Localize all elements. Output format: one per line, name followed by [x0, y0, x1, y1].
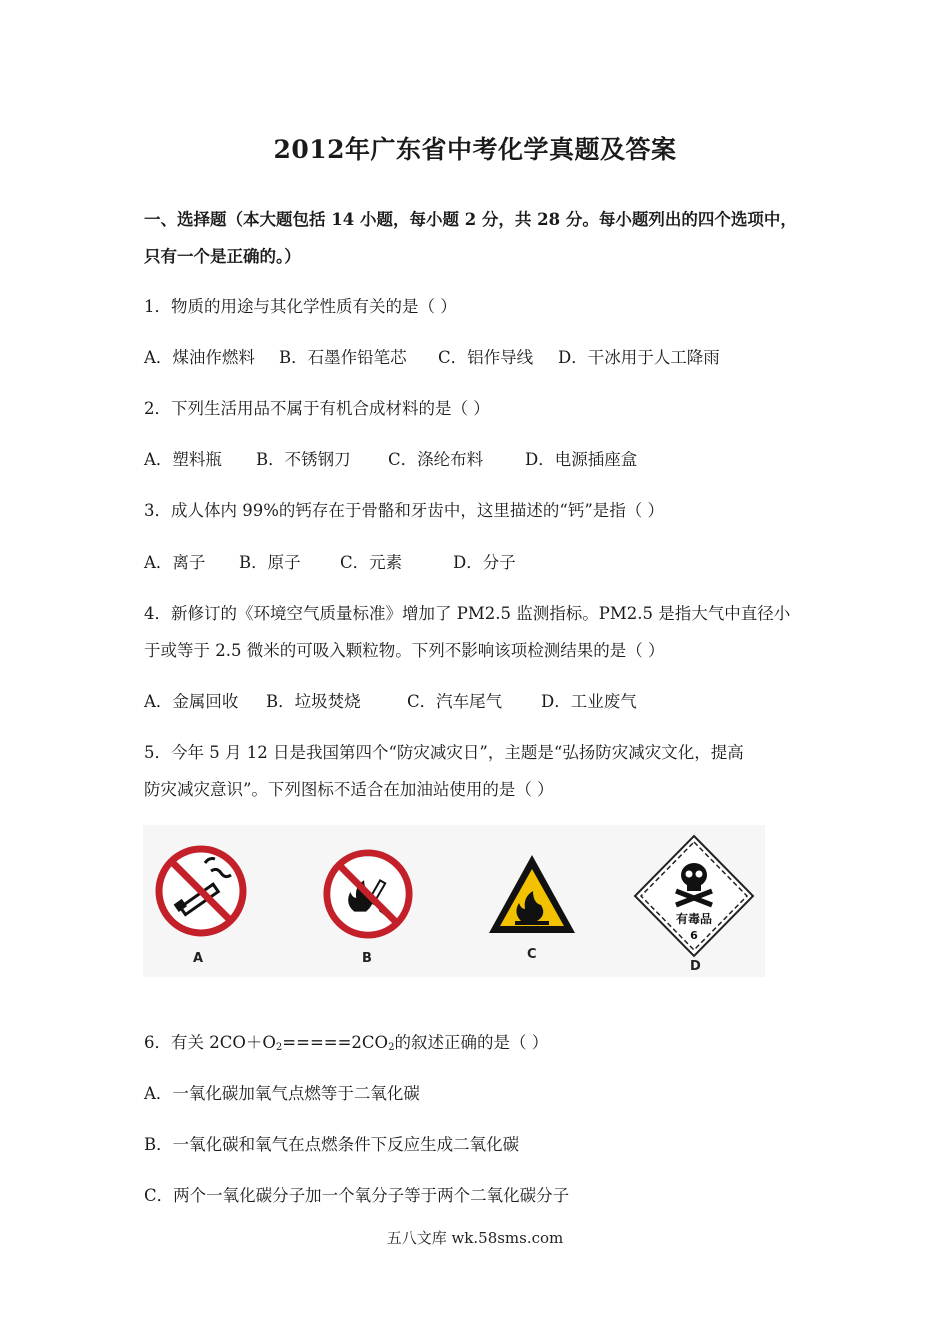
q2-option-c: C．涤纶布料	[388, 450, 484, 469]
q6-subscript-1: 2	[275, 1042, 283, 1053]
section-heading-line-2: 只有一个是正确的。）	[144, 247, 301, 266]
flammable-warning-icon	[485, 851, 579, 937]
q3-option-c: C．元素	[340, 553, 403, 572]
toxic-label-text: 有毒品	[675, 912, 713, 926]
question-5-stem-line-1: 5．今年 5 月 12 日是我国第四个“防灾减灾日”，主题是“弘扬防灾减灾文化，提高	[144, 743, 744, 762]
q6-option-c: C．两个一氧化碳分子加一个氧分子等于两个二氧化碳分子	[144, 1186, 570, 1205]
question-5-stem-line-2: 防灾减灾意识”。下列图标不适合在加油站使用的是（ ）	[144, 780, 554, 799]
question-2-stem: 2．下列生活用品不属于有机合成材料的是（ ）	[144, 399, 490, 418]
q6-subscript-2: 2	[388, 1042, 395, 1053]
question-1-options	[144, 344, 720, 368]
page-footer: 五八文库 wk.58sms.com	[386, 1229, 564, 1247]
question-1-stem: 1．物质的用途与其化学性质有关的是（ ）	[144, 297, 457, 316]
q4-option-a: A．金属回收	[144, 692, 239, 711]
q6-stem-equation: =====2CO	[282, 1033, 389, 1052]
sign-label-c: C	[527, 947, 537, 962]
toxic-diamond-icon	[632, 833, 756, 959]
question-3-options	[144, 549, 516, 573]
section-heading-line-1: 一、选择题（本大题包括 14 小题，每小题 2 分，共 28 分。每小题列出的四个选项中，	[144, 210, 797, 229]
page-title: 2012年广东省中考化学真题及答案	[273, 135, 677, 164]
q2-option-d: D．电源插座盒	[525, 450, 638, 469]
sign-label-a: A	[193, 951, 204, 966]
q6-option-a: A．一氧化碳加氧气点燃等于二氧化碳	[144, 1084, 420, 1103]
question-4-stem-line-1: 4．新修订的《环境空气质量标准》增加了 PM2.5 监测指标。PM2.5 是指大气中直径小	[144, 604, 791, 623]
question-4-options	[144, 688, 637, 712]
sign-label-b: B	[362, 951, 372, 966]
q2-option-b: B．不锈钢刀	[256, 450, 351, 469]
q3-option-a: A．离子	[144, 553, 206, 572]
q1-option-b: B．石墨作铅笔芯	[279, 348, 407, 367]
question-3-stem: 3．成人体内 99%的钙存在于骨骼和牙齿中，这里描述的“钙”是指（ ）	[144, 501, 665, 520]
q2-option-a: A．塑料瓶	[144, 450, 222, 469]
q1-option-c: C．铝作导线	[438, 348, 534, 367]
question-4-stem-line-2: 于或等于 2.5 微米的可吸入颗粒物。下列不影响该项检测结果的是（ ）	[144, 641, 665, 660]
q4-option-b: B．垃圾焚烧	[266, 692, 361, 711]
q4-option-c: C．汽车尾气	[407, 692, 503, 711]
q6-stem-suffix: 的叙述正确的是（ ）	[394, 1033, 549, 1052]
q1-option-a: A．煤油作燃料	[144, 348, 255, 367]
toxic-class-number: 6	[690, 929, 698, 942]
q1-option-d: D．干冰用于人工降雨	[558, 348, 720, 367]
q3-option-d: D．分子	[453, 553, 516, 572]
question-2-options	[144, 446, 637, 470]
q6-option-b: B．一氧化碳和氧气在点燃条件下反应生成二氧化碳	[144, 1135, 520, 1154]
q5-sign-figure	[143, 825, 765, 977]
q3-option-b: B．原子	[239, 553, 301, 572]
no-fire-icon	[321, 847, 415, 941]
question-6-stem	[144, 1029, 548, 1053]
sign-label-d: D	[690, 959, 701, 974]
q6-stem-prefix: 6．有关 2CO＋O	[144, 1033, 276, 1052]
no-smoking-icon	[153, 843, 249, 939]
q4-option-d: D．工业废气	[541, 692, 637, 711]
